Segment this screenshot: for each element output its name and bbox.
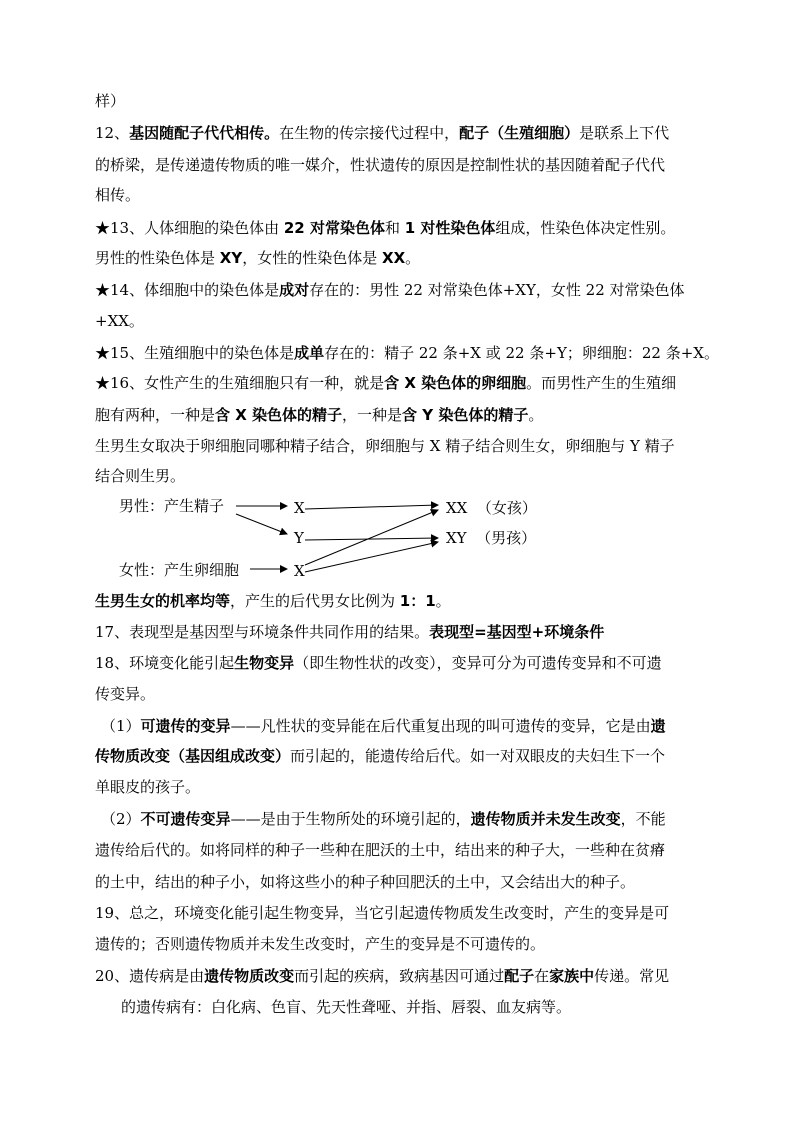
text-line: +XX。: [95, 312, 144, 330]
text-line: 的土中，结出的种子小，如将这些小的种子种回肥沃的土中，又会结出大的种子。: [95, 873, 636, 891]
text-line: 结合则生男。: [95, 467, 186, 485]
text-line: （1）可遗传的变异——凡性状的变异能在后代重复出现的叫可遗传的变异，它是由遗: [101, 717, 666, 735]
text-line: ★13、人体细胞的染色体由 22 对常染色体和 1 对性染色体组成，性染色体决定性别。: [95, 219, 676, 237]
text-line: 的桥梁，是传递遗传物质的唯一媒介，性状遗传的原因是控制性状的基因随着配子代代: [95, 156, 666, 174]
text-line: 17、表现型是基因型与环境条件共同作用的结果。表现型=基因型+环境条件: [95, 623, 605, 641]
arrow-x-to-xx: [305, 505, 438, 509]
diagram-result-xy: XY （男孩）: [446, 529, 537, 547]
diagram-egg-x: X: [294, 562, 305, 580]
diagram-sperm-x: X: [294, 499, 305, 517]
diagram-sperm-y: Y: [294, 529, 304, 547]
text-line: （2）不可遗传变异——是由于生物所处的环境引起的，遗传物质并未发生改变，不能: [101, 810, 666, 828]
text-line: 遗传的；否则遗传物质并未发生改变时，产生的变异是不可遗传的。: [95, 935, 546, 953]
diagram-result-xx: XX （女孩）: [446, 499, 537, 517]
text-line: 20、遗传病是由遗传物质改变而引起的疾病，致病基因可通过配子在家族中传递。常见: [95, 967, 670, 985]
text-line: 样）: [95, 92, 126, 110]
text-line: 传物质改变（基因组成改变）而引起的，能遗传给后代。如一对双眼皮的夫妇生下一个: [95, 747, 666, 765]
text-line: ★16、女性产生的生殖细胞只有一种，就是含 X 染色体的卵细胞。而男性产生的生殖细: [95, 374, 677, 392]
diagram-female-label: 女性：产生卵细胞: [119, 561, 240, 579]
text-line: 胞有两种，一种是含 X 染色体的精子，一种是含 Y 染色体的精子。: [95, 406, 544, 424]
text-line: 18、环境变化能引起生物变异（即生物性状的改变），变异可分为可遗传变异和不可遗: [95, 654, 662, 672]
text-line: 生男生女的机率均等，产生的后代男女比例为 1：1。: [95, 592, 451, 610]
text-line: ★15、生殖细胞中的染色体是成单存在的：精子 22 条+X 或 22 条+Y；卵细胞：22 条+X。: [95, 344, 719, 362]
text-line: 单眼皮的孩子。: [95, 778, 201, 796]
text-line: 男性的性染色体是 XY，女性的性染色体是 XX。: [95, 249, 421, 267]
text-line: ★14、体细胞中的染色体是成对存在的：男性 22 对常染色体+XY，女性 22 对常染色体: [95, 281, 685, 299]
text-line: 传变异。: [95, 685, 156, 703]
text-line: 遗传给后代的。如将同样的种子一些种在肥沃的土中，结出来的种子大，一些种在贫瘠: [95, 841, 666, 859]
diagram-male-label: 男性：产生精子: [119, 497, 225, 515]
arrow-male-to-y: [236, 514, 287, 534]
text-line: 19、总之，环境变化能引起生物变异，当它引起遗传物质发生改变时，产生的变异是可: [95, 904, 670, 922]
text-line: 相传。: [95, 186, 141, 204]
text-line: 的遗传病有：白化病、色盲、先天性聋哑、并指、唇裂、血友病等。: [121, 998, 572, 1016]
arrow-y-to-xy: [305, 538, 438, 540]
text-line: 12、基因随配子代代相传。在生物的传宗接代过程中，配子（生殖细胞）是联系上下代: [95, 124, 670, 142]
text-line: 生男生女取决于卵细胞同哪种精子结合，卵细胞与 X 精子结合则生女，卵细胞与 Y 精子: [95, 437, 675, 455]
